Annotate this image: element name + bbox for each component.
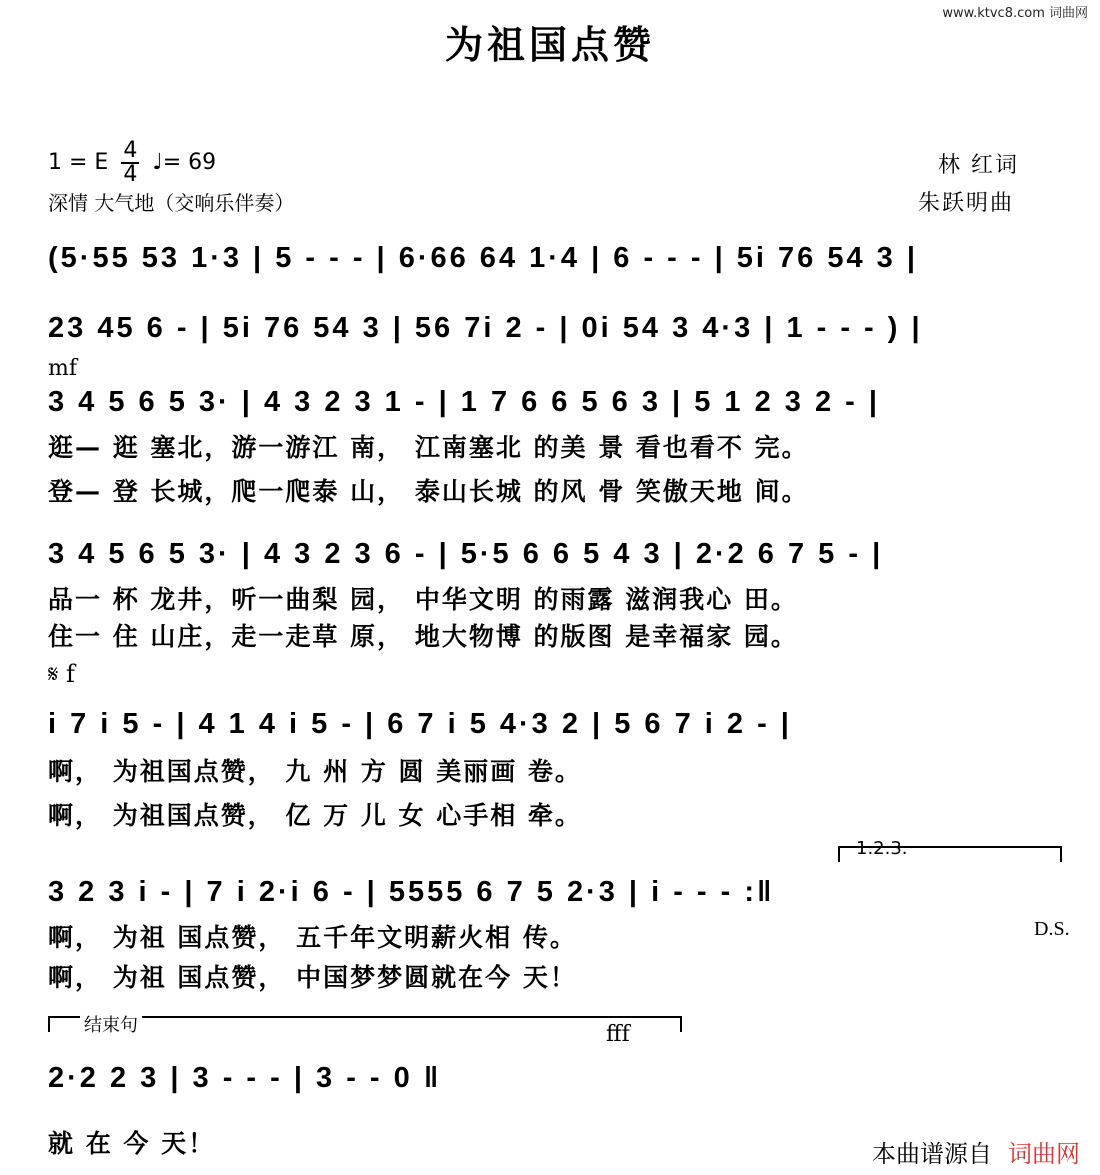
lyric-row-5-verse-2: 啊， 为祖国点赞， 亿 万 儿 女 心手相 牵。 (48, 801, 582, 830)
ending-label: 结束句 (80, 1011, 142, 1037)
source-site: 词曲网 (1008, 1140, 1080, 1168)
lyric-row-3-verse-1: 逛— 逛 塞北，游一游江 南， 江南塞北 的美 景 看也看不 完。 (48, 433, 809, 462)
composer: 朱跃明曲 (918, 191, 1015, 216)
notation-row-4: 3 4 5 6 5 3· | 4 3 2 3 6 - | 5·5 6 6 5 4 3 | 2·2 6 7 5 - | (48, 538, 884, 570)
notation-row-1: (5·55 53 1·3 | 5 - - - | 6·66 64 1·4 | 6 - - - | 5i 76 54 3 | (48, 242, 918, 274)
volta-label: 1.2.3. (856, 838, 908, 859)
ending-bracket (48, 1016, 682, 1032)
expression-mark: 深情 大气地（交响乐伴奏） (48, 191, 295, 215)
lyric-row-4-verse-1: 品一 杯 龙井，听一曲梨 园， 中华文明 的雨露 滋润我心 田。 (48, 585, 798, 614)
watermark: www.ktvc8.com 词曲网 (942, 6, 1088, 21)
lyric-row-3-verse-2: 登— 登 长城，爬一爬泰 山， 泰山长城 的风 骨 笑傲天地 间。 (48, 477, 809, 506)
time-denominator: 4 (123, 162, 138, 187)
lyricist: 林 红词 (938, 153, 1019, 178)
source-credit (872, 1134, 1080, 1169)
notation-row-3: 3 4 5 6 5 3· | 4 3 2 3 1 - | 1 7 6 6 5 6 3 | 5 1 2 3 2 - | (48, 386, 880, 418)
time-signature (121, 140, 139, 186)
notation-row-6: 3 2 3 i - | 7 i 2·i 6 - | 5555 6 7 5 2·3 | i - - - :‖ (48, 876, 775, 908)
lyric-row-6-verse-1: 啊， 为祖 国点赞， 五千年文明薪火相 传。 (48, 923, 577, 952)
key-label: 1 = E (48, 150, 109, 175)
lyric-row-4-verse-2: 住一 住 山庄，走一走草 原， 地大物博 的版图 是幸福家 园。 (48, 622, 798, 651)
lyric-row-7: 就 在 今 天！ (48, 1129, 216, 1158)
key-signature (48, 140, 216, 186)
lyric-row-5-verse-1: 啊， 为祖国点赞， 九 州 方 圆 美丽画 卷。 (48, 757, 582, 786)
time-numerator: 4 (123, 138, 138, 163)
dynamic-fff: fff (606, 1022, 630, 1047)
source-label: 本曲谱源自 (872, 1140, 992, 1168)
lyric-row-6-verse-2: 啊， 为祖 国点赞， 中国梦梦圆就在今 天！ (48, 963, 577, 992)
notation-row-7: 2·2 2 3 | 3 - - - | 3 - - 0 ‖ (48, 1062, 442, 1094)
tempo: ♩= 69 (152, 150, 217, 175)
dal-segno-mark: D.S. (1034, 918, 1070, 940)
notation-row-5: i 7 i 5 - | 4 1 4 i 5 - | 6 7 i 5 4·3 2 | 5 6 7 i 2 - | (48, 708, 792, 740)
dynamic-mf: mf (48, 356, 78, 381)
segno-forte-mark: 𝄋 f (48, 660, 75, 688)
song-title: 为祖国点赞 (444, 23, 655, 67)
notation-row-2: 23 45 6 - | 5i 76 54 3 | 56 7i 2 - | 0i 54 3 4·3 | 1 - - - ) | (48, 312, 923, 344)
